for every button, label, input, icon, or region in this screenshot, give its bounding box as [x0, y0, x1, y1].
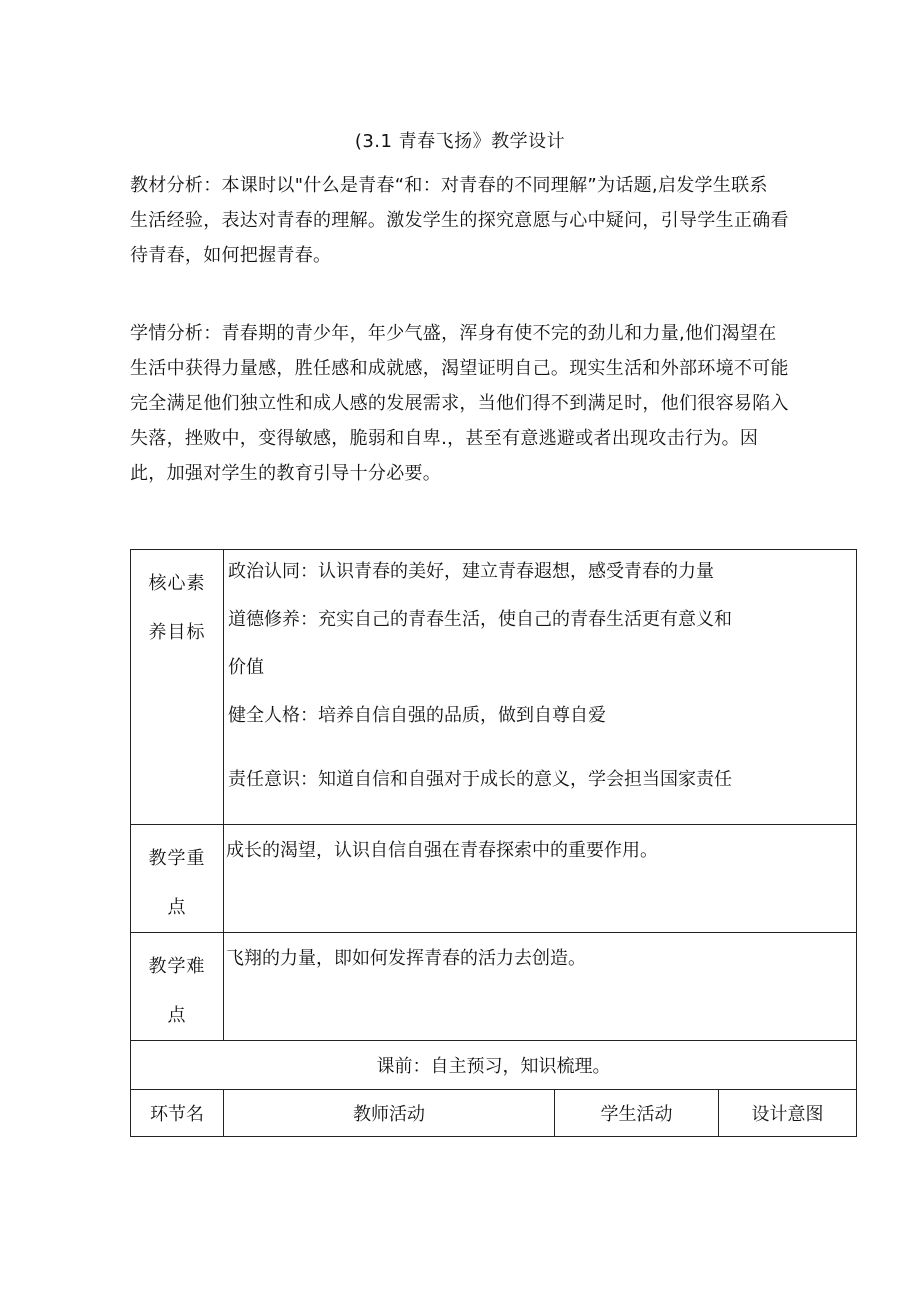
difficulty-label: 教学难 点	[131, 933, 224, 1041]
preclass-row: 课前：自主预习，知识梳理。	[131, 1041, 857, 1090]
goal-item: 道德修养：充实自己的青春生活，使自己的青春生活更有意义和	[228, 609, 732, 630]
analysis-line: 教材分析：本课时以"什么是青春“和：对青春的不同理解”为话题,启发学生联系	[130, 175, 768, 196]
analysis-line: 生活经验，表达对青春的理解。激发学生的探究意愿与心中疑问，引导学生正确看	[130, 210, 789, 231]
analysis-line: 待青春，如何把握青春。	[130, 245, 332, 266]
key-point-label: 教学重 点	[131, 825, 224, 933]
header-teacher-activity: 教师活动	[224, 1090, 555, 1137]
lesson-plan-table	[130, 549, 857, 1137]
learning-analysis	[130, 316, 860, 491]
header-design-intent: 设计意图	[719, 1090, 857, 1137]
header-stage-name: 环节名	[131, 1090, 224, 1137]
difficulty-content: 飞翔的力量，即如何发挥青春的活力去创造。	[224, 933, 857, 1041]
table-row	[131, 1041, 857, 1090]
learning-line: 此，加强对学生的教育引导十分必要。	[130, 463, 442, 484]
document-title: (3.1 青春飞扬》教学设计	[354, 131, 566, 152]
goal-item: 责任意识：知道自信和自强对于成长的意义，学会担当国家责任	[228, 769, 732, 790]
table-row	[131, 933, 857, 1041]
learning-line: 学情分析：青春期的青少年，年少气盛，浑身有使不完的劲儿和力量,他们渴望在	[130, 323, 777, 344]
table-row	[131, 825, 857, 933]
learning-line: 失落，挫败中，变得敏感，脆弱和自卑.，甚至有意逃避或者出现攻击行为。因	[130, 428, 759, 449]
goal-item: 价值	[228, 657, 264, 678]
header-student-activity: 学生活动	[555, 1090, 719, 1137]
table-row	[131, 550, 857, 825]
goal-item: 政治认同：认识青春的美好，建立青春遐想，感受青春的力量	[228, 561, 714, 582]
learning-line: 生活中获得力量感，胜任感和成就感，渴望证明自己。现实生活和外部环境不可能	[130, 358, 789, 379]
core-competency-goals	[224, 550, 857, 825]
textbook-analysis	[130, 168, 860, 273]
table-header-row	[131, 1090, 857, 1137]
key-point-content: 成长的渴望，认识自信自强在青春探索中的重要作用。	[224, 825, 857, 933]
core-competency-label: 核心素 养目标	[131, 550, 224, 825]
goal-item: 健全人格：培养自信自强的品质，做到自尊自爱	[228, 705, 606, 726]
learning-line: 完全满足他们独立性和成人感的发展需求，当他们得不到满足时，他们很容易陷入	[130, 393, 789, 414]
